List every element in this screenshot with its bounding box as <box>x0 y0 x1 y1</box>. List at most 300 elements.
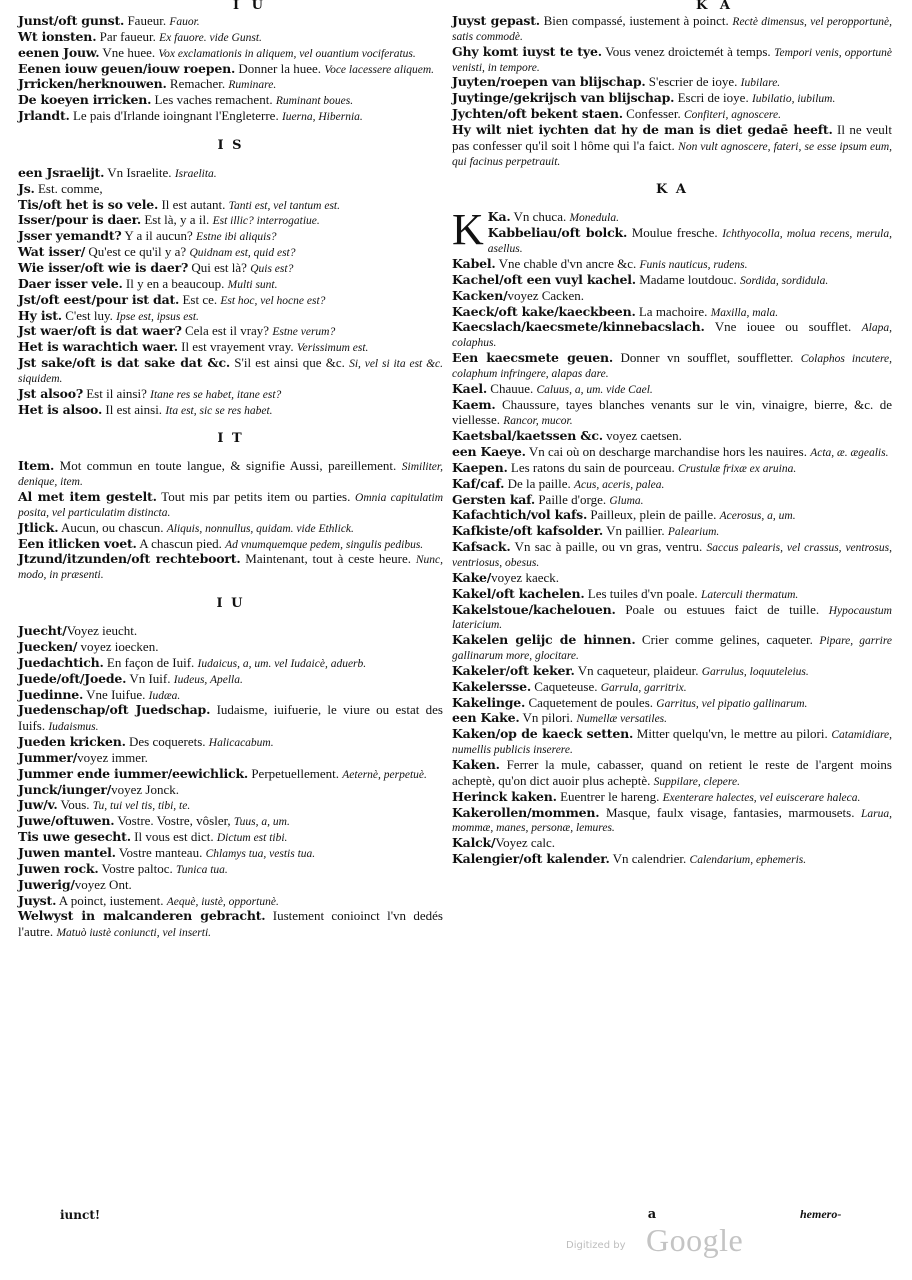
entry-french: Qui est là? <box>188 259 251 275</box>
dictionary-entry <box>18 387 443 403</box>
dictionary-entry <box>18 640 443 656</box>
entry-headword: Juedinne. <box>18 686 84 702</box>
entry-headword: Kalck/ <box>452 835 496 851</box>
dictionary-entry <box>18 213 443 229</box>
entry-french: voyez ioecken. <box>77 639 159 654</box>
entry-latin: Aeternè, perpetuè. <box>342 768 427 781</box>
dictionary-entry <box>452 540 892 571</box>
entry-latin: Acus, aceris, palea. <box>573 478 665 491</box>
entry-french: Est il ainsi? <box>82 385 151 401</box>
entry-latin: Garrula, garritrix. <box>600 681 687 694</box>
entry-french: Vn Israelite. <box>104 164 175 180</box>
entry-latin: Rancor, mucor. <box>503 415 573 428</box>
entry-headword: Jueden kricken. <box>18 734 126 750</box>
entry-french: Vne huee. <box>99 44 159 60</box>
entry-headword: Kael. <box>452 380 488 396</box>
dictionary-entry <box>18 521 443 537</box>
section-heading: I U <box>216 596 245 612</box>
dictionary-entry <box>18 798 443 814</box>
entry-headword: Het is warachtich waer. <box>18 339 178 355</box>
entry-headword: Kalengier/oft kalender. <box>452 851 610 867</box>
entry-headword: Jtzund/itzunden/oft rechteboort. <box>18 551 241 567</box>
dictionary-entry <box>452 571 892 587</box>
entry-headword: Juecht/ <box>18 623 67 639</box>
entry-french: Les vaches remachent. <box>151 92 276 108</box>
entry-headword: Juytinge/gekrijsch van blijschap. <box>452 90 675 106</box>
dictionary-entry <box>18 672 443 688</box>
entry-latin: Acta, æ. ægealis. <box>810 447 889 460</box>
entry-headword: Juwerig/ <box>18 876 75 892</box>
dictionary-entry <box>452 477 892 493</box>
entry-french: C'est luy. <box>61 307 117 323</box>
dictionary-entry <box>18 830 443 846</box>
dictionary-entry <box>452 320 892 351</box>
entry-headword: Isser/pour is daer. <box>18 212 142 228</box>
entry-headword: Kacken/ <box>452 287 508 303</box>
entry-french: Masque, faulx visage, fantasies, marmousets. <box>599 804 861 820</box>
entry-french: A poinct, iustement. <box>56 892 167 908</box>
entry-headword: Tis uwe gesecht. <box>18 829 131 845</box>
entry-headword: Kaetsbal/kaetssen &c. <box>452 428 603 444</box>
entry-latin: Israelita. <box>174 167 217 180</box>
entry-french: Qu'est ce qu'il y a? <box>85 244 190 260</box>
entry-french: Y a il aucun? <box>121 228 197 244</box>
dictionary-entry <box>452 429 892 445</box>
entry-latin: Itane res se habet, itane est? <box>150 388 282 401</box>
entry-french: Crier comme gelines, caqueter. <box>635 632 820 648</box>
entry-french: Vn Iuif. <box>126 670 174 686</box>
dictionary-entry <box>18 767 443 783</box>
entry-headword: Het is alsoo. <box>18 401 103 417</box>
entry-headword: Hy wilt niet iychten dat hy de man is diet gedaē heeft. <box>452 121 833 137</box>
entry-latin: Omnia capitulatim posita, vel particulatim distincta. <box>18 492 443 519</box>
entry-french: Mitter quelqu'vn, le mettre au pilori. <box>633 726 832 742</box>
dictionary-entry <box>18 878 443 894</box>
signature-mark: a <box>647 1207 657 1222</box>
dictionary-entry <box>18 459 443 490</box>
entry-headword: Welwyst in malcanderen gebracht. <box>18 908 266 924</box>
entry-headword: Kabel. <box>452 255 496 271</box>
entry-latin: Exenterare halectes, vel euiscerare haleca. <box>662 791 861 804</box>
entry-latin: Est hoc, vel hocne est? <box>220 294 326 307</box>
entry-french: voyez Ont. <box>74 876 132 892</box>
entry-headword: Al met item gestelt. <box>18 489 157 505</box>
entry-headword: een Kaeye. <box>452 444 526 460</box>
entry-latin: Tu, tui vel tis, tibi, te. <box>92 800 191 813</box>
dictionary-entry <box>452 493 892 509</box>
entry-headword: Kaecslach/kaecsmete/kinnebacslach. <box>452 319 705 335</box>
entry-headword: Hy ist. <box>18 307 62 323</box>
entry-french: Escri de ioye. <box>674 90 752 106</box>
dictionary-entry <box>452 508 892 524</box>
entry-french: Il y en a beaucoup. <box>122 275 228 291</box>
dictionary-entry <box>452 351 892 382</box>
entry-latin: Colaphos incutere, colaphum infringere, alapas dare. <box>452 353 892 380</box>
entry-latin: Ita est, sic se res habet. <box>165 404 273 417</box>
entry-latin: Acerosus, a, um. <box>719 510 796 523</box>
entry-french: Vn calendrier. <box>609 851 690 867</box>
entry-french: Iudaisme, iuifuerie, le viure ou estat des Iuifs. <box>18 702 443 734</box>
entry-french: Par faueur. <box>96 28 160 44</box>
entry-latin: Calendarium, ephemeris. <box>689 854 807 867</box>
entry-latin: Maxilla, mala. <box>710 306 779 319</box>
dictionary-entry <box>452 836 892 852</box>
entry-french: Poale ou estuues faict de tuille. <box>615 601 829 617</box>
entry-latin: Crustulæ frixæ ex aruina. <box>678 462 797 475</box>
entry-latin: Aequè, iustè, opportunè. <box>166 895 279 908</box>
entry-latin: Iudæa. <box>148 689 181 702</box>
entry-headword: Juede/oft/Joede. <box>18 670 127 686</box>
dictionary-entry <box>452 524 892 540</box>
dictionary-entry <box>18 166 443 182</box>
entry-headword: Eenen iouw geuen/iouw roepen. <box>18 60 236 76</box>
entry-french: Chauue. <box>487 380 537 396</box>
drop-cap: K <box>452 205 484 255</box>
entry-french: Moulue fresche. <box>627 225 723 241</box>
entry-latin: Monedula. <box>569 212 619 225</box>
entry-french: Bien compassé, iustement à poinct. <box>539 13 733 28</box>
catchword: hemero- <box>800 1207 842 1221</box>
entry-headword: Kakelstoue/kachelouen. <box>452 601 616 617</box>
entry-french: Perpetuellement. <box>248 765 343 781</box>
entry-latin: Vox exclamationis in aliquem, vel ouantium vociferatus. <box>158 47 416 60</box>
entry-headword: Kakelersse. <box>452 678 532 694</box>
entry-french: Vous venez droictemét à temps. <box>601 43 775 59</box>
dictionary-entry <box>18 109 443 125</box>
entry-headword: Jsser yemandt? <box>18 228 122 244</box>
dictionary-entry <box>452 107 892 123</box>
dictionary-entry <box>452 852 892 868</box>
entry-latin: Pipare, garrire gallinarum more, glocitare. <box>452 635 892 663</box>
entry-latin: Ad vnumquemque pedem, singulis pedibus. <box>225 538 424 551</box>
entry-latin: Laterculi thermatum. <box>700 588 799 601</box>
dictionary-entry <box>18 537 443 553</box>
entry-french: Euentrer le hareng. <box>556 788 663 804</box>
entry-headword: Jychten/oft bekent staen. <box>452 106 623 122</box>
dictionary-entry <box>18 340 443 356</box>
entry-french: Madame loutdouc. <box>635 271 740 287</box>
entry-latin: Caluus, a, um. vide Cael. <box>536 383 653 396</box>
entry-french: Voyez ieucht. <box>66 623 138 639</box>
dictionary-entry <box>18 751 443 767</box>
dictionary-entry <box>18 324 443 340</box>
entry-french: Vous. <box>57 797 93 813</box>
entry-latin: Quis est? <box>250 262 294 275</box>
entry-latin: Verissimum est. <box>296 342 369 355</box>
entry-french: Vn sac à paille, ou vn gras, ventru. <box>510 539 707 555</box>
entry-french: Tout mis par petits item ou parties. <box>156 489 356 505</box>
entry-headword: Kakerollen/mommen. <box>452 804 600 820</box>
entry-french: De la paille. <box>504 475 574 491</box>
entry-headword: eenen Jouw. <box>18 44 100 60</box>
dictionary-entry <box>18 277 443 293</box>
entry-french: Vostre manteau. <box>115 844 206 860</box>
entry-headword: Jrricken/herknouwen. <box>18 76 167 92</box>
dictionary-entry <box>18 894 443 910</box>
entry-french: La machoire. <box>635 303 711 319</box>
left-entry-list <box>18 14 443 941</box>
dictionary-entry <box>452 75 892 91</box>
entry-headword: Jummer/ <box>18 749 78 765</box>
dictionary-entry <box>18 77 443 93</box>
dictionary-entry <box>452 91 892 107</box>
entry-latin: Iudeus, Apella. <box>173 673 243 686</box>
dictionary-entry <box>452 806 892 837</box>
entry-french: Les ratons du sain de pourceau. <box>507 459 679 475</box>
entry-headword: Kakel/oft kachelen. <box>452 585 585 601</box>
entry-french: Des coquerets. <box>125 734 209 750</box>
entry-headword: Juyst. <box>18 892 57 908</box>
entry-headword: Herinck kaken. <box>452 788 557 804</box>
entry-french: Paille d'orge. <box>535 491 610 507</box>
dictionary-entry <box>18 846 443 862</box>
entry-headword: Kaeck/oft kake/kaeckbeen. <box>452 303 636 319</box>
entry-headword: Gersten kaf. <box>452 491 536 507</box>
dictionary-entry <box>18 862 443 878</box>
dictionary-entry <box>18 403 443 419</box>
entry-french: Est. comme, <box>34 180 103 196</box>
entry-headword: een Kake. <box>452 710 520 726</box>
dictionary-entry <box>18 356 443 387</box>
entry-headword: Jtlick. <box>18 519 59 535</box>
dictionary-entry <box>452 758 892 790</box>
entry-latin: Ipse est, ipsus est. <box>116 310 199 323</box>
entry-french: Aucun, ou chascun. <box>58 519 167 535</box>
entry-latin: Numellæ versatiles. <box>576 713 668 726</box>
google-logo: Google <box>646 1222 744 1258</box>
dictionary-entry <box>452 664 892 680</box>
dictionary-entry <box>18 62 443 78</box>
dictionary-entry <box>18 46 443 62</box>
dictionary-entry <box>18 909 443 941</box>
entry-headword: Kake/ <box>452 569 492 585</box>
dictionary-entry <box>452 45 892 76</box>
entry-french: Pailleux, plein de paille. <box>587 507 720 523</box>
dictionary-entry <box>18 783 443 799</box>
entry-latin: Estne verum? <box>272 326 336 339</box>
digitized-watermark <box>566 1222 766 1262</box>
dictionary-entry <box>452 445 892 461</box>
dictionary-entry <box>18 293 443 309</box>
entry-latin: Garrulus, loquuteleius. <box>701 665 809 678</box>
dictionary-entry <box>18 261 443 277</box>
entry-french: Remacher. <box>166 76 229 92</box>
entry-headword: Ghy komt iuyst te tye. <box>452 43 602 59</box>
entry-french: Les tuiles d'vn poale. <box>584 585 701 601</box>
entry-latin: Sordida, sordidula. <box>739 274 829 287</box>
entry-headword: Kaf/caf. <box>452 475 505 491</box>
entry-headword: Juedenschap/oft Juedschap. <box>18 702 211 718</box>
entry-french: Vne iouee ou soufflet. <box>704 319 862 335</box>
entry-french: Est là, y a il. <box>141 212 213 228</box>
entry-headword: Kabbeliau/oft bolck. <box>487 225 628 241</box>
entry-headword: De koeyen irricken. <box>18 92 152 108</box>
entry-french: Vne chable d'vn ancre &c. <box>495 255 640 271</box>
entry-headword: Item. <box>18 458 55 474</box>
entry-headword: Tis/oft het is so vele. <box>18 196 159 212</box>
entry-french: voyez immer. <box>77 749 148 765</box>
dictionary-entry <box>452 587 892 603</box>
section-heading: I T <box>217 431 244 447</box>
dictionary-entry <box>18 198 443 214</box>
entry-latin: Ichthyocolla, molua recens, merula, asellus. <box>487 228 893 256</box>
entry-french: Vostre paltoc. <box>98 860 177 876</box>
entry-latin: Iuerna, Hibernia. <box>281 111 363 124</box>
entry-french: Chaussure, tayes blanches venants sur le vin, vinaigre, bierre, &c. de viellesse. <box>452 396 892 428</box>
entry-latin: Fauor. <box>169 16 200 28</box>
entry-latin: Multi sunt. <box>227 278 278 291</box>
entry-headword: Wt ionsten. <box>18 28 97 44</box>
dictionary-entry <box>18 490 443 521</box>
dictionary-entry <box>18 93 443 109</box>
entry-latin: Dictum est tibi. <box>216 832 288 845</box>
dictionary-entry <box>18 309 443 325</box>
entry-french: Confesser. <box>622 106 684 122</box>
entry-latin: Quidnam est, quid est? <box>189 247 296 260</box>
entry-french: Maintenant, tout à ceste heure. <box>240 551 416 567</box>
entry-headword: Daer isser vele. <box>18 275 123 291</box>
entry-latin: Palearium. <box>667 526 720 539</box>
dictionary-entry <box>452 711 892 727</box>
dictionary-entry <box>18 624 443 640</box>
entry-latin: Ruminare. <box>228 79 277 92</box>
entry-headword: Kaem. <box>452 396 496 412</box>
entry-french: Il vous est dict. <box>130 829 217 845</box>
entry-latin: Ex fauore. vide Gunst. <box>159 31 262 44</box>
entry-headword: Jrlandt. <box>18 108 70 124</box>
entry-latin: Tempori venis, opportunè venisti, in tempore. <box>452 46 892 74</box>
section-heading: I S <box>217 137 244 153</box>
entry-headword: Kaepen. <box>452 459 508 475</box>
entry-headword: Ka. <box>487 209 511 225</box>
entry-latin: Funis nauticus, rudens. <box>639 258 748 271</box>
entry-french: voyez Cacken. <box>507 287 584 303</box>
entry-french: Vn paillier. <box>603 523 668 539</box>
entry-french: Est ce. <box>179 291 221 307</box>
entry-latin: Ruminant boues. <box>275 95 354 108</box>
dictionary-entry <box>18 14 443 30</box>
entry-latin: Larua, mommæ, manes, personæ, lemures. <box>452 807 892 835</box>
dictionary-entry <box>18 735 443 751</box>
entry-headword: Juedachtich. <box>18 654 104 670</box>
entry-headword: Kaken/op de kaeck setten. <box>452 726 634 742</box>
dictionary-entry <box>452 680 892 696</box>
dictionary-entry <box>452 257 892 273</box>
entry-latin: Est illic? interrogatiue. <box>212 215 320 228</box>
entry-latin: Estne ibi aliquis? <box>196 231 277 244</box>
entry-french: Voyez calc. <box>495 835 556 851</box>
entry-headword: Kachel/oft een vuyl kachel. <box>452 271 636 287</box>
entry-latin: Tanti est, vel tantum est. <box>228 199 340 212</box>
entry-french: Caqueteuse. <box>531 678 601 694</box>
entry-latin: Gluma. <box>609 494 644 507</box>
entry-latin: Chlamys tua, vestis tua. <box>205 847 316 860</box>
entry-french: Vn cai où on descharge marchandise hors les nauires. <box>525 444 811 460</box>
entry-headword: Jst waer/oft is dat waer? <box>18 323 182 339</box>
entry-latin: Tunica tua. <box>176 863 228 876</box>
entry-french: Vostre. Vostre, vôsler, <box>114 813 234 829</box>
entry-french: Vne Iuifue. <box>83 686 149 702</box>
entry-french: Il ne veult pas confesser qu'il soit l hôme qui l'a faict. <box>452 121 892 153</box>
entry-headword: Jst sake/oft is dat sake dat &c. <box>18 355 231 371</box>
dictionary-entry <box>452 696 892 712</box>
dictionary-entry <box>18 688 443 704</box>
entry-latin: Saccus palearis, vel crassus, ventrosus, ventriosus, obesus. <box>452 542 892 569</box>
entry-headword: Een itlicken voet. <box>18 535 137 551</box>
entry-french: En façon de Iuif. <box>103 654 198 670</box>
entry-latin: Garritus, vel pipatio gallinarum. <box>656 697 808 710</box>
entry-french: voyez caetsen. <box>602 428 682 444</box>
dictionary-entry <box>18 245 443 261</box>
entry-headword: Wat isser/ <box>18 244 86 260</box>
dictionary-entry <box>452 123 892 170</box>
section-heading: K A <box>656 182 688 198</box>
entry-headword: Juwen rock. <box>18 860 99 876</box>
entry-latin: Nunc, modo, in præsenti. <box>18 554 443 582</box>
entry-latin: Hypocaustum latericium. <box>452 604 892 632</box>
entry-latin: Suppilare, clepere. <box>653 775 740 788</box>
entry-french: voyez Jonck. <box>111 781 179 797</box>
entry-french: Iustement conioinct l'vn dedés l'autre. <box>18 908 443 940</box>
entry-latin: Aliquis, nonnullus, quidam. vide Ethlick. <box>166 522 354 535</box>
entry-french: Ferrer la mule, cabasser, quand on retient le reste de l'argent moins acheptè, qu'on dict auoir plus acheptè. <box>452 756 892 788</box>
entry-french: Caquetement de poules. <box>525 694 657 710</box>
dictionary-entry <box>452 398 892 430</box>
entry-french: voyez kaeck. <box>491 569 560 585</box>
dictionary-entry <box>452 382 892 398</box>
dictionary-entry <box>452 305 892 321</box>
entry-headword: Jummer ende iummer/eewichlick. <box>18 765 249 781</box>
entry-latin: Rectè dimensus, vel peropportunè, satis commodè. <box>452 16 892 43</box>
entry-headword: een Jsraelijt. <box>18 164 105 180</box>
entry-headword: Juyst gepast. <box>452 13 540 28</box>
entry-latin: Iudaicus, a, um. vel Iudaicè, aduerb. <box>197 657 367 670</box>
running-head-right: K A <box>696 0 734 13</box>
watermark-small-text: Digitized by <box>566 1240 626 1251</box>
running-head-left: I U <box>233 0 267 13</box>
entry-headword: Juecken/ <box>18 639 78 654</box>
dictionary-entry <box>18 30 443 46</box>
entry-latin: Tuus, a, um. <box>233 816 290 829</box>
dictionary-entry <box>452 633 892 664</box>
entry-latin: Alapa, colaphus. <box>452 322 892 350</box>
entry-french: Il est ainsi. <box>102 401 166 417</box>
entry-headword: Kaken. <box>452 756 500 772</box>
entry-latin: Similiter, denique, item. <box>18 461 443 489</box>
entry-latin: Iubilare. <box>740 77 781 90</box>
entry-headword: Junst/oft gunst. <box>18 13 125 28</box>
entry-french: Vn pilori. <box>519 710 577 726</box>
dictionary-entry <box>18 703 443 735</box>
left-catchword: iunct! <box>60 1208 101 1222</box>
dictionary-entry <box>18 656 443 672</box>
entry-latin: Non vult agnoscere, fateri, se esse ipsum eum, qui facinus perpetrauit. <box>452 140 892 168</box>
entry-latin: Voce lacessere aliquem. <box>324 63 435 76</box>
entry-headword: Juwe/oftuwen. <box>18 813 115 829</box>
entry-french: Il est autant. <box>158 196 229 212</box>
dictionary-entry <box>452 727 892 758</box>
entry-headword: Junck/iunger/ <box>18 781 112 797</box>
entry-french: Mot commun en toute langue, & signifie Aussi, pareillement. <box>54 458 402 474</box>
entry-french: S'il est ainsi que &c. <box>230 355 350 371</box>
entry-french: Cela est il vray? <box>181 323 273 339</box>
dictionary-entry <box>452 289 892 305</box>
entry-french: S'escrier de ioye. <box>645 74 741 90</box>
entry-headword: Juyten/roepen van blijschap. <box>452 74 646 90</box>
entry-french: Donner la huee. <box>235 60 325 76</box>
entry-latin: Matuò iustè coniuncti, vel inserti. <box>56 927 212 940</box>
entry-latin: Confiteri, agnoscere. <box>683 109 781 122</box>
